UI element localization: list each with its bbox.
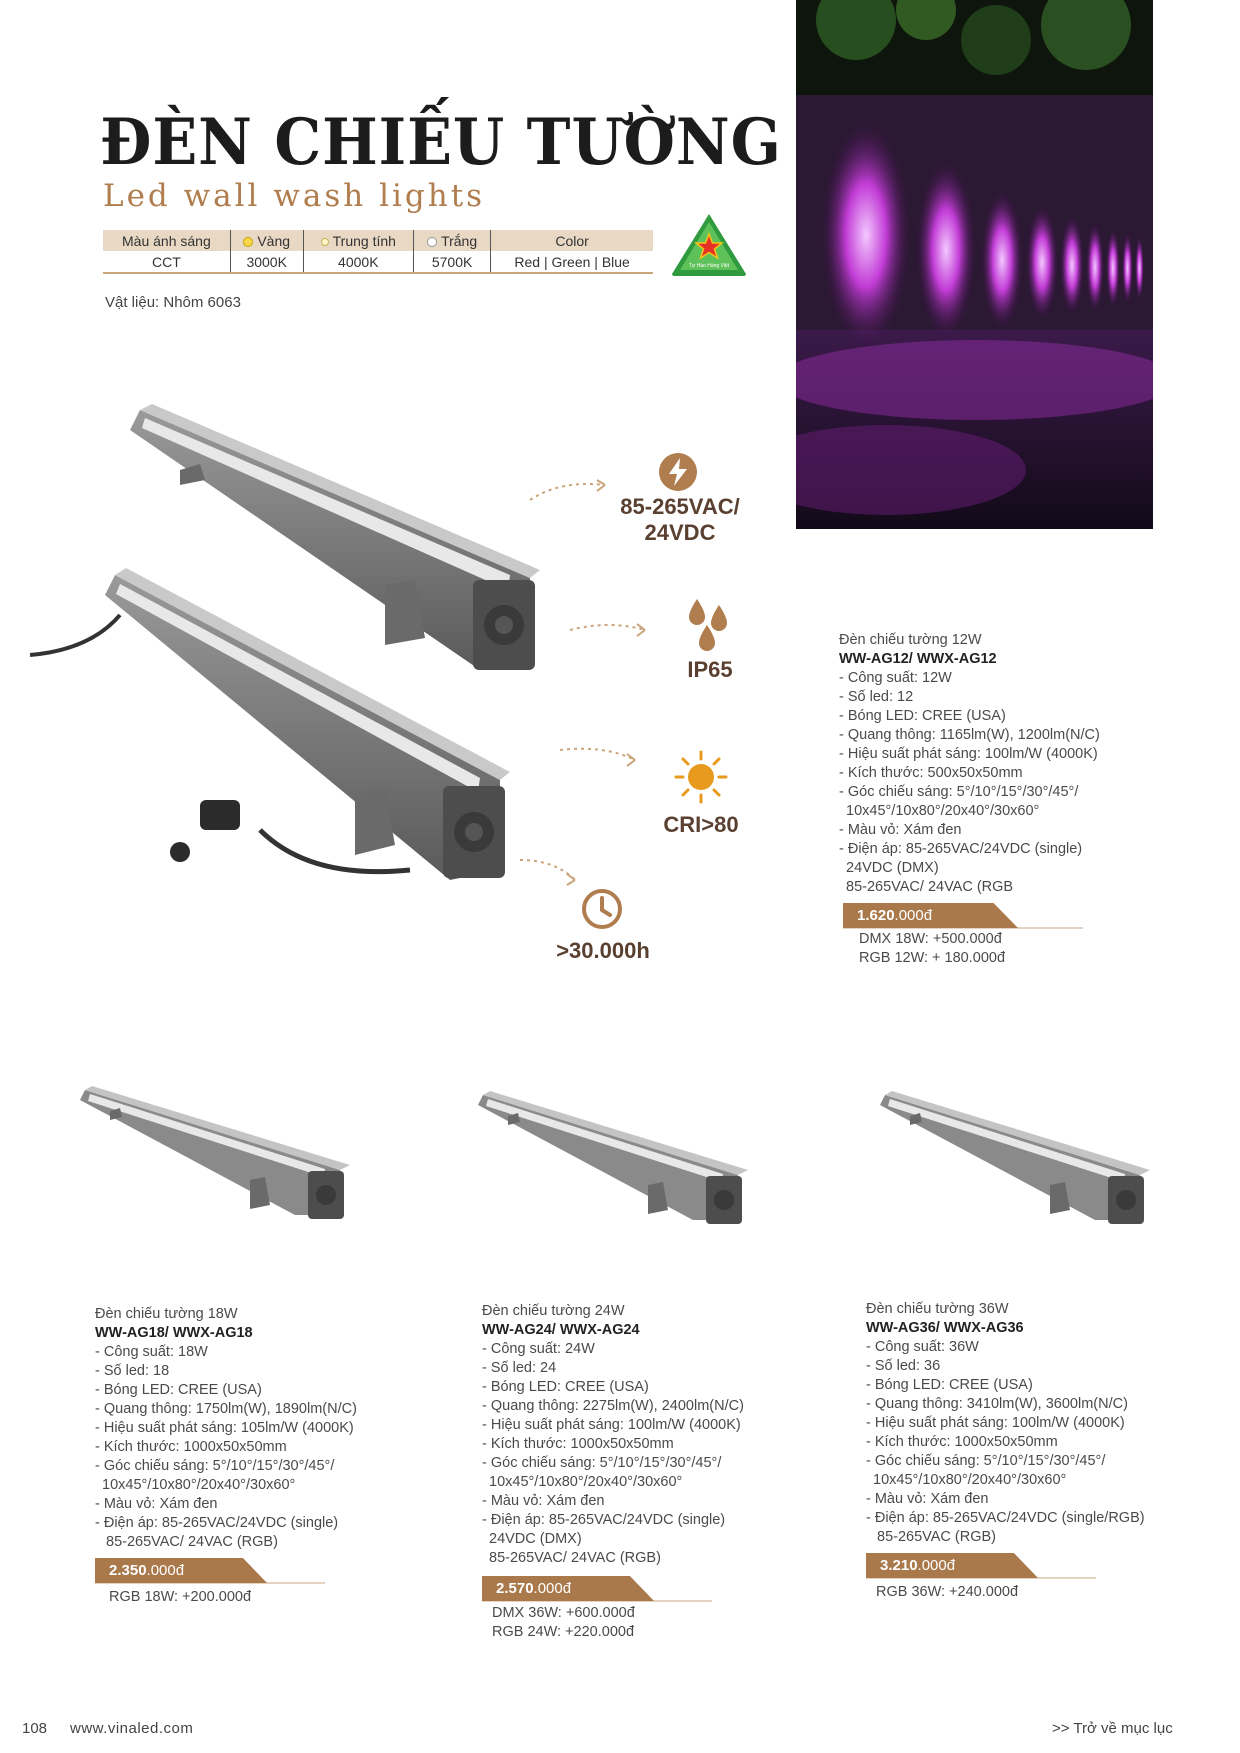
white-dot-icon xyxy=(427,237,437,247)
sun-icon xyxy=(674,750,728,804)
spec-line: - Điện áp: 85-265VAC/24VDC (single) xyxy=(482,1512,726,1528)
badge-text: Tự Hào Hàng Việt xyxy=(688,263,730,269)
spec-line: 10x45°/10x80°/20x40°/30x60° xyxy=(102,1477,296,1493)
product-installation-photo xyxy=(796,0,1153,529)
table-cell: Trung tính xyxy=(303,230,413,251)
product-name: Đèn chiếu tường 36W xyxy=(866,1301,1009,1317)
spec-line: - Số led: 18 xyxy=(95,1363,170,1379)
table-cell: Màu ánh sáng xyxy=(103,230,230,251)
page-number: 108 xyxy=(22,1720,48,1737)
spec-line: - Số led: 36 xyxy=(866,1358,941,1374)
table-cell: Color xyxy=(491,230,653,251)
table-cell: 3000K xyxy=(230,251,303,273)
spec-line: 85-265VAC/ 24VAC (RGB) xyxy=(106,1534,278,1550)
option-price: DMX 36W: +600.000đ xyxy=(492,1605,635,1621)
table-cell: Red | Green | Blue xyxy=(491,251,653,273)
product-spec-block-24w xyxy=(482,1302,802,1642)
wall-washer-36w-image xyxy=(880,1090,1150,1225)
price-tag xyxy=(866,1553,1206,1578)
spec-line: - Góc chiếu sáng: 5°/10°/15°/30°/45°/ xyxy=(839,784,1079,800)
spec-line: - Hiệu suất phát sáng: 105lm/W (4000K) xyxy=(95,1420,354,1436)
spec-line: - Số led: 24 xyxy=(482,1360,557,1376)
color-temperature-table xyxy=(103,230,653,274)
spec-line: 24VDC (DMX) xyxy=(489,1531,582,1547)
clock-icon xyxy=(581,888,623,930)
price-unit: .000đ xyxy=(917,1557,956,1574)
cri-feature-label: CRI>80 xyxy=(663,812,739,837)
table-cell: Vàng xyxy=(230,230,303,251)
product-spec-block-12w xyxy=(839,631,1169,968)
material-text: Vật liệu: Nhôm 6063 xyxy=(105,294,241,311)
spec-line: - Hiệu suất phát sáng: 100lm/W (4000K) xyxy=(839,746,1098,762)
ip-rating-feature-label: IP65 xyxy=(687,657,733,682)
spec-line: - Công suất: 36W xyxy=(866,1339,979,1355)
product-name: Đèn chiếu tường 12W xyxy=(839,632,982,648)
wall-washer-24w-image xyxy=(478,1090,748,1225)
spec-line: - Góc chiếu sáng: 5°/10°/15°/30°/45°/ xyxy=(866,1453,1106,1469)
spec-line: - Công suất: 18W xyxy=(95,1344,208,1360)
option-price: RGB 36W: +240.000đ xyxy=(876,1584,1019,1600)
vietnam-quality-badge-icon xyxy=(670,212,748,278)
spec-line: - Điện áp: 85-265VAC/24VDC (single/RGB) xyxy=(866,1510,1145,1526)
lifetime-feature-label: >30.000h xyxy=(556,938,650,963)
price-unit: .000đ xyxy=(146,1562,185,1579)
spec-line: - Số led: 12 xyxy=(839,689,914,705)
spec-line: - Quang thông: 1750lm(W), 1890lm(N/C) xyxy=(95,1401,357,1417)
spec-line: 10x45°/10x80°/20x40°/30x60° xyxy=(489,1474,683,1490)
product-code: WW-AG24/ WWX-AG24 xyxy=(482,1322,640,1338)
spec-line: - Kích thước: 1000x50x50mm xyxy=(866,1434,1058,1450)
product-spec-block-36w xyxy=(866,1300,1206,1602)
spec-line: - Quang thông: 1165lm(W), 1200lm(N/C) xyxy=(839,727,1100,743)
price-value: 3.210 xyxy=(880,1557,918,1574)
spec-line: - Màu vỏ: Xám đen xyxy=(839,822,962,838)
page-subtitle: Led wall wash lights xyxy=(103,178,486,214)
price-value: 2.350 xyxy=(109,1562,147,1579)
product-code: WW-AG12/ WWX-AG12 xyxy=(839,651,997,667)
spec-line: - Bóng LED: CREE (USA) xyxy=(866,1377,1033,1393)
option-price: RGB 24W: +220.000đ xyxy=(492,1624,635,1640)
wall-washer-18w-image xyxy=(80,1085,350,1220)
water-drops-icon xyxy=(685,597,731,651)
spec-line: 24VDC (DMX) xyxy=(846,860,939,876)
table-cell: 4000K xyxy=(303,251,413,273)
spec-line: - Công suất: 24W xyxy=(482,1341,595,1357)
spec-line: 85-265VAC (RGB) xyxy=(877,1529,996,1545)
spec-line: - Màu vỏ: Xám đen xyxy=(95,1496,218,1512)
spec-line: - Bóng LED: CREE (USA) xyxy=(482,1379,649,1395)
neutral-dot-icon xyxy=(321,238,329,246)
product-spec-block-18w xyxy=(95,1305,415,1607)
spec-line: 10x45°/10x80°/20x40°/30x60° xyxy=(846,803,1040,819)
yellow-dot-icon xyxy=(243,237,253,247)
spec-line: - Công suất: 12W xyxy=(839,670,952,686)
product-name: Đèn chiếu tường 24W xyxy=(482,1303,625,1319)
voltage-feature-label: 85-265VAC/ 24VDC xyxy=(620,494,740,545)
product-code: WW-AG18/ WWX-AG18 xyxy=(95,1325,253,1341)
table-cell: 5700K xyxy=(413,251,490,273)
website-link[interactable]: www.vinaled.com xyxy=(70,1720,194,1737)
option-price: RGB 12W: + 180.000đ xyxy=(859,950,1006,966)
spec-line: - Hiệu suất phát sáng: 100lm/W (4000K) xyxy=(482,1417,741,1433)
spec-line: - Kích thước: 1000x50x50mm xyxy=(95,1439,287,1455)
price-tag xyxy=(95,1558,415,1583)
spec-line: - Kích thước: 500x50x50mm xyxy=(839,765,1023,781)
spec-line: - Quang thông: 2275lm(W), 2400lm(N/C) xyxy=(482,1398,744,1414)
option-price: RGB 18W: +200.000đ xyxy=(109,1589,252,1605)
option-price: DMX 18W: +500.000đ xyxy=(859,931,1002,947)
page-title: ĐÈN CHIẾU TƯỜNG xyxy=(100,105,782,180)
spec-line: - Góc chiếu sáng: 5°/10°/15°/30°/45°/ xyxy=(95,1458,335,1474)
product-code: WW-AG36/ WWX-AG36 xyxy=(866,1320,1024,1336)
spec-line: - Điện áp: 85-265VAC/24VDC (single) xyxy=(95,1515,339,1531)
spec-line: - Bóng LED: CREE (USA) xyxy=(95,1382,262,1398)
table-cell: Trắng xyxy=(413,230,490,251)
spec-line: - Quang thông: 3410lm(W), 3600lm(N/C) xyxy=(866,1396,1128,1412)
price-value: 2.570 xyxy=(496,1580,534,1597)
spec-line: - Góc chiếu sáng: 5°/10°/15°/30°/45°/ xyxy=(482,1455,722,1471)
spec-line: - Điện áp: 85-265VAC/24VDC (single) xyxy=(839,841,1083,857)
product-name: Đèn chiếu tường 18W xyxy=(95,1306,238,1322)
spec-line: - Màu vỏ: Xám đen xyxy=(482,1493,605,1509)
price-unit: .000đ xyxy=(894,907,933,924)
spec-line: 85-265VAC/ 24VAC (RGB) xyxy=(489,1550,661,1566)
spec-line: - Màu vỏ: Xám đen xyxy=(866,1491,989,1507)
spec-line: - Kích thước: 1000x50x50mm xyxy=(482,1436,674,1452)
price-tag xyxy=(482,1576,802,1601)
spec-line: - Bóng LED: CREE (USA) xyxy=(839,708,1006,724)
price-value: 1.620 xyxy=(857,907,895,924)
table-cell: CCT xyxy=(103,251,230,273)
spec-line: 85-265VAC/ 24VAC (RGB xyxy=(846,879,1014,895)
spec-line: - Hiệu suất phát sáng: 100lm/W (4000K) xyxy=(866,1415,1125,1431)
price-unit: .000đ xyxy=(533,1580,572,1597)
lightning-icon xyxy=(658,452,698,492)
wall-washer-product-image xyxy=(30,400,540,890)
back-to-contents-link[interactable]: >> Trở về mục lục xyxy=(1052,1720,1173,1737)
spec-line: 10x45°/10x80°/20x40°/30x60° xyxy=(873,1472,1067,1488)
price-tag xyxy=(843,903,1169,928)
